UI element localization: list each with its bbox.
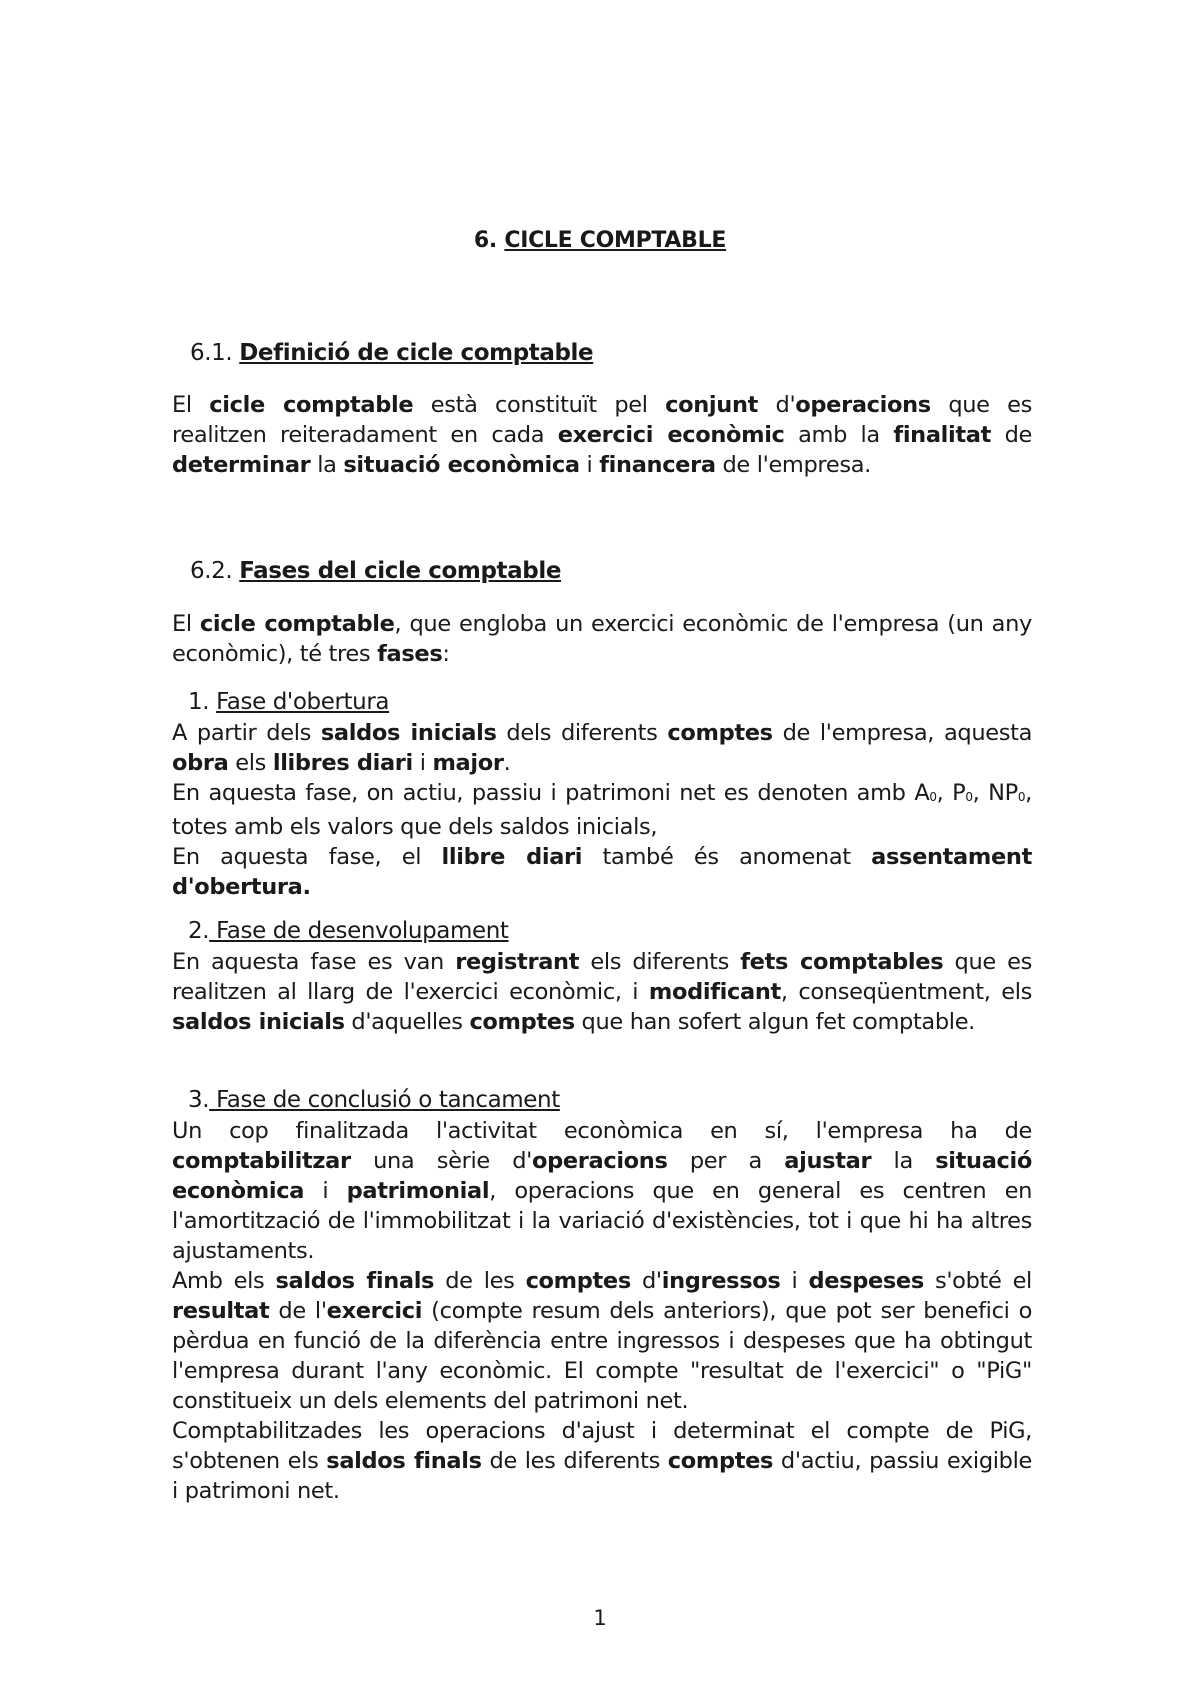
paragraph-definition: El cicle comptable està constituït pel conjunt d'operacions que es realitzen reiteradament en cada exercici econòmic amb la finalitat de determinar la situació econòmica i financera de l'empresa. — [172, 392, 1032, 478]
section-title: Fases del cicle comptable — [239, 558, 562, 584]
paragraph-phases-intro: El cicle comptable, que engloba un exercici econòmic de l'empresa (un any econòmic), té tres fases: — [172, 611, 1032, 667]
section-number: 6.1. — [190, 340, 233, 366]
section-heading-6-1 — [190, 340, 593, 366]
phase-heading-2: 2. Fase de desenvolupament — [188, 918, 509, 944]
paragraph-phase-1: A partir dels saldos inicials dels diferents comptes de l'empresa, aquesta obra els llibres diari i major. En aquesta fase, on actiu, passiu i patrimoni net es denoten amb $A_0$, $P_0$, $NP_0$, totes amb els valors que dels saldos inicials, En aquesta fase, el llibre diari també és anomenat assentament d'obertura. — [172, 720, 1033, 900]
phase-heading-3: 3. Fase de conclusió o tancament — [188, 1087, 560, 1113]
page-title — [0, 228, 1200, 253]
phase-heading-1: 1. Fase d'obertura — [188, 689, 390, 715]
page-number: 1 — [593, 1606, 607, 1630]
section-title: Definició de cicle comptable — [239, 340, 594, 366]
paragraph-phase-3: Un cop finalitzada l'activitat econòmica en sí, l'empresa ha de comptabilitzar una sèrie d'operacions per a ajustar la situació econòmica i patrimonial, operacions que en general es centren en l'amortització de l'immobilitzat i la variació d'existències, tot i que hi ha altres ajustaments. Amb els saldos finals de les comptes d'ingressos i despeses s'obté el resultat de l'exercici (compte resum dels anteriors), que pot ser benefici o pèrdua en funció de la diferència entre ingressos i despeses que ha obtingut l'empresa durant l'any econòmic. El compte "resultat de l'exercici" o "PiG" constitueix un dels elements del patrimoni net. Comptabilitzades les operacions d'ajust i determinat el compte de PiG, s'obtenen els saldos finals de les diferents comptes d'actiu, passiu exigible i patrimoni net. — [172, 1118, 1033, 1504]
section-heading-6-2 — [190, 558, 561, 584]
title-text: CICLE COMPTABLE — [504, 228, 727, 253]
paragraph-phase-2: En aquesta fase es van registrant els diferents fets comptables que es realitzen al llarg de l'exercici econòmic, i modificant, conseqüentment, els saldos inicials d'aquelles comptes que han sofert algun fet comptable. — [172, 949, 1032, 1035]
section-number: 6.2. — [190, 558, 233, 584]
title-number: 6. — [473, 228, 497, 253]
